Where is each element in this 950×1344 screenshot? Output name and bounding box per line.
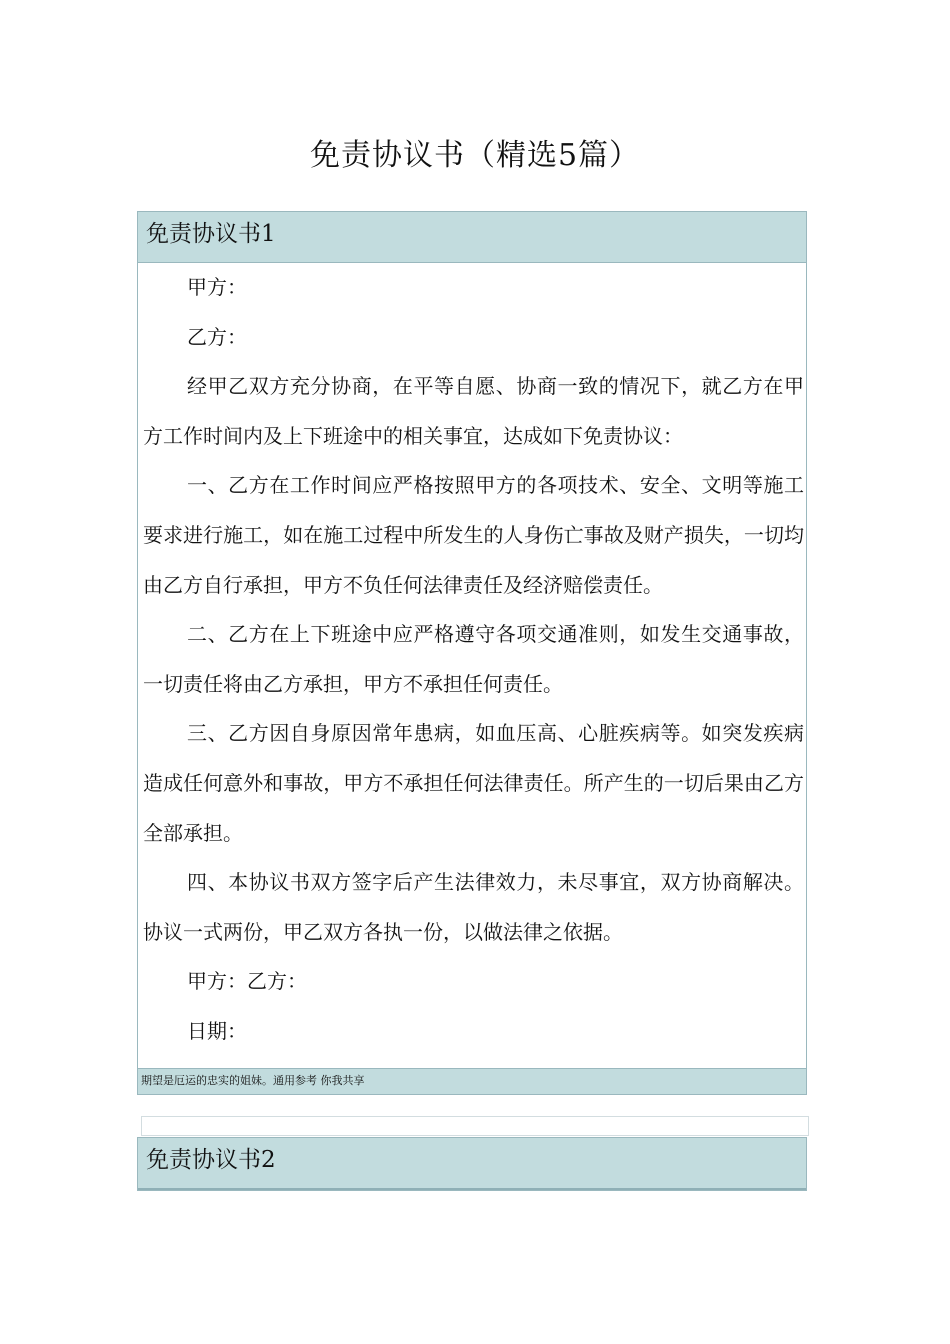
intro-paragraph: 经甲乙双方充分协商，在平等自愿、协商一致的情况下，就乙方在甲方工作时间内及上下班途中的相关事宜，达成如下免责协议： bbox=[143, 374, 804, 448]
section-divider bbox=[141, 1116, 809, 1136]
clause-1: 一、乙方在工作时间应严格按照甲方的各项技术、安全、文明等施工要求进行施工，如在施工过程中所发生的人身伤亡事故及财产损失，一切均由乙方自行承担，甲方不负任何法律责任及经济赔偿责任。 bbox=[143, 473, 804, 597]
party-a-line: 甲方： bbox=[187, 275, 247, 299]
clause-3: 三、乙方因自身原因常年患病，如血压高、心脏疾病等。如突发疾病造成任何意外和事故，甲方不承担任何法律责任。所产生的一切后果由乙方全部承担。 bbox=[143, 721, 804, 845]
clause-2: 二、乙方在上下班途中应严格遵守各项交通准则，如发生交通事故，一切责任将由乙方承担，甲方不承担任何责任。 bbox=[143, 622, 804, 696]
date-line: 日期： bbox=[187, 1018, 247, 1043]
section-footer-note: 期望是厄运的忠实的姐妹。通用参考 你我共享 bbox=[138, 1068, 806, 1094]
signature-line: 甲方：乙方： bbox=[187, 969, 307, 994]
section-heading: 免责协议书2 bbox=[138, 1138, 806, 1190]
document-title: 免责协议书（精选5篇） bbox=[309, 138, 641, 173]
section-heading: 免责协议书1 bbox=[138, 212, 806, 263]
section-body bbox=[138, 263, 806, 1057]
party-b-line: 乙方： bbox=[187, 324, 247, 349]
section-agreement-1 bbox=[137, 211, 807, 1095]
clause-4: 四、本协议书双方签字后产生法律效力，未尽事宜，双方协商解决。协议一式两份，甲乙双方各执一份，以做法律之依据。 bbox=[143, 870, 804, 944]
section-agreement-2 bbox=[137, 1137, 807, 1191]
